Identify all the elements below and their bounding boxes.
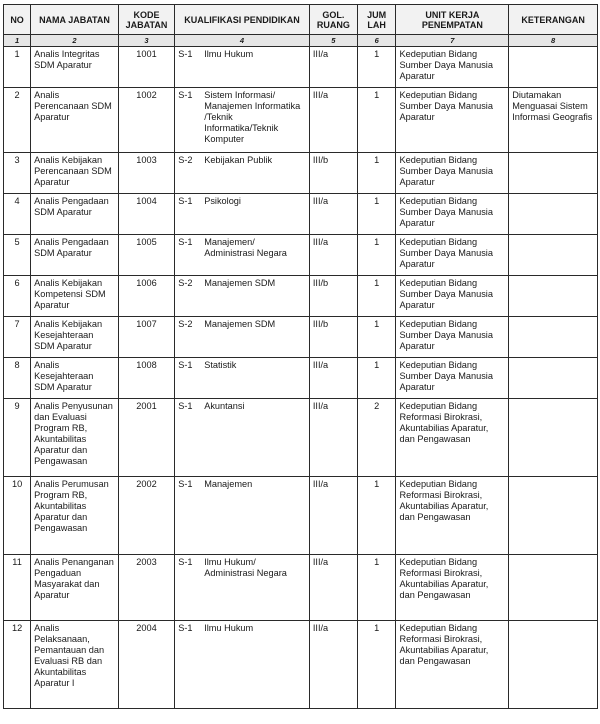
row-no: 1 (4, 47, 31, 88)
header-nama-jabatan: NAMA JABATAN (31, 5, 119, 35)
header-kualifikasi: KUALIFIKASI PENDIDIKAN (175, 5, 310, 35)
row-no: 9 (4, 399, 31, 477)
row-gol-ruang: III/b (309, 153, 357, 194)
header-no: NO (4, 5, 31, 35)
row-major: Kebijakan Publik (204, 155, 273, 165)
row-gol-ruang: III/a (309, 47, 357, 88)
row-degree: S-1 (178, 623, 193, 633)
row-kualifikasi (175, 88, 310, 153)
row-major: Psikologi (204, 196, 241, 206)
row-kode-jabatan: 2002 (118, 477, 174, 555)
row-nama-jabatan: Analis Penanganan Pengaduan Masyarakat dan Aparatur (31, 555, 119, 621)
row-major: Ilmu Hukum/ Administrasi Negara (204, 557, 287, 578)
row-no: 5 (4, 235, 31, 276)
row-kualifikasi (175, 276, 310, 317)
row-keterangan (509, 621, 598, 709)
row-kode-jabatan: 1002 (118, 88, 174, 153)
row-unit-kerja: Kedeputian Bidang Sumber Daya Manusia Aparatur (396, 47, 509, 88)
row-unit-kerja: Kedeputian Bidang Sumber Daya Manusia Aparatur (396, 88, 509, 153)
col-number: 6 (357, 35, 396, 47)
row-kode-jabatan: 1004 (118, 194, 174, 235)
row-degree: S-2 (178, 278, 193, 288)
row-jumlah: 1 (357, 621, 396, 709)
row-gol-ruang: III/a (309, 555, 357, 621)
row-keterangan (509, 194, 598, 235)
row-gol-ruang: III/a (309, 399, 357, 477)
row-gol-ruang: III/a (309, 621, 357, 709)
row-gol-ruang: III/a (309, 358, 357, 399)
row-keterangan (509, 276, 598, 317)
table-row (4, 47, 598, 88)
table-row (4, 276, 598, 317)
table-row (4, 477, 598, 555)
row-keterangan (509, 399, 598, 477)
row-jumlah: 1 (357, 235, 396, 276)
row-major: Statistik (204, 360, 237, 370)
header-gol-ruang: GOL. RUANG (309, 5, 357, 35)
row-gol-ruang: III/a (309, 477, 357, 555)
row-jumlah: 1 (357, 88, 396, 153)
table-row (4, 555, 598, 621)
header-jumlah: JUM LAH (357, 5, 396, 35)
header-kode-jabatan: KODE JABATAN (118, 5, 174, 35)
row-nama-jabatan: Analis Pelaksanaan, Pemantauan dan Evaluasi RB dan Akuntabilitas Aparatur I (31, 621, 119, 709)
col-number: 8 (509, 35, 598, 47)
row-gol-ruang: III/a (309, 88, 357, 153)
row-degree: S-1 (178, 479, 193, 489)
row-major: Ilmu Hukum (204, 623, 254, 633)
row-kode-jabatan: 1005 (118, 235, 174, 276)
row-unit-kerja: Kedeputian Bidang Sumber Daya Manusia Aparatur (396, 317, 509, 358)
header-keterangan: KETERANGAN (509, 5, 598, 35)
row-major: Manajemen SDM (204, 319, 276, 329)
row-gol-ruang: III/b (309, 276, 357, 317)
col-number: 7 (396, 35, 509, 47)
row-degree: S-1 (178, 401, 193, 411)
row-kualifikasi (175, 555, 310, 621)
row-unit-kerja: Kedeputian Bidang Sumber Daya Manusia Aparatur (396, 235, 509, 276)
row-kualifikasi (175, 153, 310, 194)
row-unit-kerja: Kedeputian Bidang Reformasi Birokrasi, Akuntabilias Aparatur, dan Pengawasan (396, 477, 509, 555)
row-nama-jabatan: Analis Integritas SDM Aparatur (31, 47, 119, 88)
row-jumlah: 1 (357, 555, 396, 621)
row-jumlah: 1 (357, 317, 396, 358)
row-kode-jabatan: 1001 (118, 47, 174, 88)
row-kode-jabatan: 2004 (118, 621, 174, 709)
row-no: 12 (4, 621, 31, 709)
row-jumlah: 1 (357, 194, 396, 235)
row-unit-kerja: Kedeputian Bidang Reformasi Birokrasi, Akuntabilias Aparatur, dan Pengawasan (396, 621, 509, 709)
row-kualifikasi (175, 47, 310, 88)
row-no: 8 (4, 358, 31, 399)
row-kode-jabatan: 1003 (118, 153, 174, 194)
col-number: 5 (309, 35, 357, 47)
row-major: Ilmu Hukum (204, 49, 254, 59)
row-keterangan (509, 47, 598, 88)
row-kualifikasi (175, 235, 310, 276)
row-jumlah: 2 (357, 399, 396, 477)
row-gol-ruang: III/b (309, 317, 357, 358)
row-degree: S-1 (178, 360, 193, 370)
row-nama-jabatan: Analis Perencanaan SDM Aparatur (31, 88, 119, 153)
row-keterangan (509, 477, 598, 555)
row-jumlah: 1 (357, 276, 396, 317)
row-unit-kerja: Kedeputian Bidang Sumber Daya Manusia Aparatur (396, 358, 509, 399)
row-major: Sistem Informasi/ Manajemen Informatika /Teknik Informatika/Teknik Komputer (204, 90, 301, 144)
row-nama-jabatan: Analis Kebijakan Kompetensi SDM Aparatur (31, 276, 119, 317)
row-unit-kerja: Kedeputian Bidang Sumber Daya Manusia Aparatur (396, 194, 509, 235)
row-jumlah: 1 (357, 153, 396, 194)
row-no: 6 (4, 276, 31, 317)
row-kode-jabatan: 2001 (118, 399, 174, 477)
row-keterangan (509, 358, 598, 399)
row-kode-jabatan: 1006 (118, 276, 174, 317)
row-degree: S-1 (178, 49, 193, 59)
table-row (4, 399, 598, 477)
col-number: 4 (175, 35, 310, 47)
row-kualifikasi (175, 399, 310, 477)
row-degree: S-1 (178, 237, 193, 247)
row-degree: S-1 (178, 196, 193, 206)
table-row (4, 621, 598, 709)
header-unit-kerja: UNIT KERJA PENEMPATAN (396, 5, 509, 35)
row-major: Manajemen SDM (204, 278, 276, 288)
row-unit-kerja: Kedeputian Bidang Reformasi Birokrasi, Akuntabilias Aparatur, dan Pengawasan (396, 555, 509, 621)
row-jumlah: 1 (357, 358, 396, 399)
row-unit-kerja: Kedeputian Bidang Reformasi Birokrasi, Akuntabilias Aparatur, dan Pengawasan (396, 399, 509, 477)
row-keterangan (509, 317, 598, 358)
row-no: 4 (4, 194, 31, 235)
table-row (4, 153, 598, 194)
row-keterangan (509, 153, 598, 194)
row-no: 10 (4, 477, 31, 555)
row-kualifikasi (175, 621, 310, 709)
row-kode-jabatan: 1007 (118, 317, 174, 358)
table-row (4, 358, 598, 399)
row-jumlah: 1 (357, 477, 396, 555)
col-number: 2 (31, 35, 119, 47)
row-major: Akuntansi (204, 401, 245, 411)
row-kualifikasi (175, 317, 310, 358)
col-number: 1 (4, 35, 31, 47)
row-nama-jabatan: Analis Kebijakan Perencanaan SDM Aparatur (31, 153, 119, 194)
row-major: Manajemen/ Administrasi Negara (204, 237, 287, 258)
row-no: 2 (4, 88, 31, 153)
header-row (4, 5, 598, 35)
row-nama-jabatan: Analis Pengadaan SDM Aparatur (31, 194, 119, 235)
row-gol-ruang: III/a (309, 235, 357, 276)
table-row (4, 317, 598, 358)
row-keterangan: Diutamakan Menguasai Sistem Informasi Geografis (509, 88, 598, 153)
row-degree: S-1 (178, 90, 193, 100)
table-row (4, 194, 598, 235)
row-kode-jabatan: 2003 (118, 555, 174, 621)
row-nama-jabatan: Analis Kesejahteraan SDM Aparatur (31, 358, 119, 399)
row-keterangan (509, 235, 598, 276)
row-nama-jabatan: Analis Kebijakan Kesejahteraan SDM Aparatur (31, 317, 119, 358)
job-vacancy-table (3, 4, 598, 709)
table-row (4, 88, 598, 153)
column-number-row (4, 35, 598, 47)
row-nama-jabatan: Analis Perumusan Program RB, Akuntabilitas Aparatur dan Pengawasan (31, 477, 119, 555)
row-unit-kerja: Kedeputian Bidang Sumber Daya Manusia Aparatur (396, 276, 509, 317)
row-no: 3 (4, 153, 31, 194)
row-degree: S-1 (178, 557, 193, 567)
table-row (4, 235, 598, 276)
row-kode-jabatan: 1008 (118, 358, 174, 399)
row-kualifikasi (175, 477, 310, 555)
row-no: 11 (4, 555, 31, 621)
row-jumlah: 1 (357, 47, 396, 88)
row-keterangan (509, 555, 598, 621)
row-unit-kerja: Kedeputian Bidang Sumber Daya Manusia Aparatur (396, 153, 509, 194)
row-kualifikasi (175, 358, 310, 399)
row-nama-jabatan: Analis Penyusunan dan Evaluasi Program RB, Akuntabilitas Aparatur dan Pengawasan (31, 399, 119, 477)
row-major: Manajemen (204, 479, 253, 489)
row-no: 7 (4, 317, 31, 358)
row-nama-jabatan: Analis Pengadaan SDM Aparatur (31, 235, 119, 276)
row-gol-ruang: III/a (309, 194, 357, 235)
col-number: 3 (118, 35, 174, 47)
row-degree: S-2 (178, 319, 193, 329)
row-kualifikasi (175, 194, 310, 235)
row-degree: S-2 (178, 155, 193, 165)
